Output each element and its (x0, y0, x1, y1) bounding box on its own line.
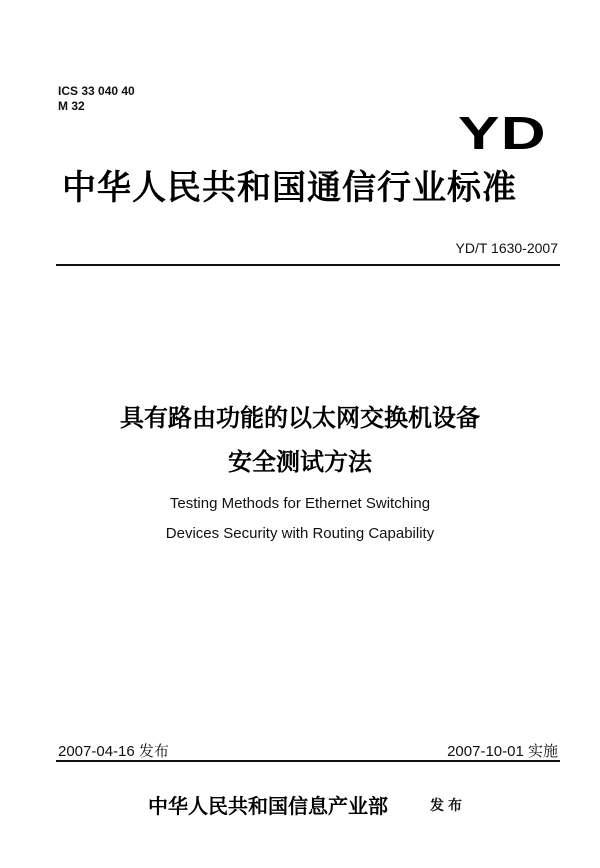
ics-code: ICS 33 040 40 (58, 84, 135, 98)
standard-number: YD/T 1630-2007 (455, 240, 558, 256)
bottom-divider (56, 760, 560, 762)
english-title-line-1: Testing Methods for Ethernet Switching (169, 495, 431, 512)
classification-code: M 32 (58, 99, 85, 113)
ics-classification (58, 84, 135, 114)
standard-category-title: 中华人民共和国通信行业标准 (62, 168, 517, 208)
effective-date: 2007-10-01 实施 (447, 743, 558, 760)
english-title-line-2: Devices Security with Routing Capability (165, 525, 435, 542)
issuer-suffix: 发布 (430, 798, 466, 814)
issuing-authority: 中华人民共和国信息产业部 (148, 794, 388, 818)
chinese-title-line-1: 具有路由功能的以太网交换机设备 (120, 404, 480, 432)
yd-logo: YD (458, 107, 547, 159)
publish-date: 2007-04-16 发布 (58, 743, 169, 760)
chinese-title-line-2: 安全测试方法 (228, 448, 372, 476)
top-divider (56, 264, 560, 266)
